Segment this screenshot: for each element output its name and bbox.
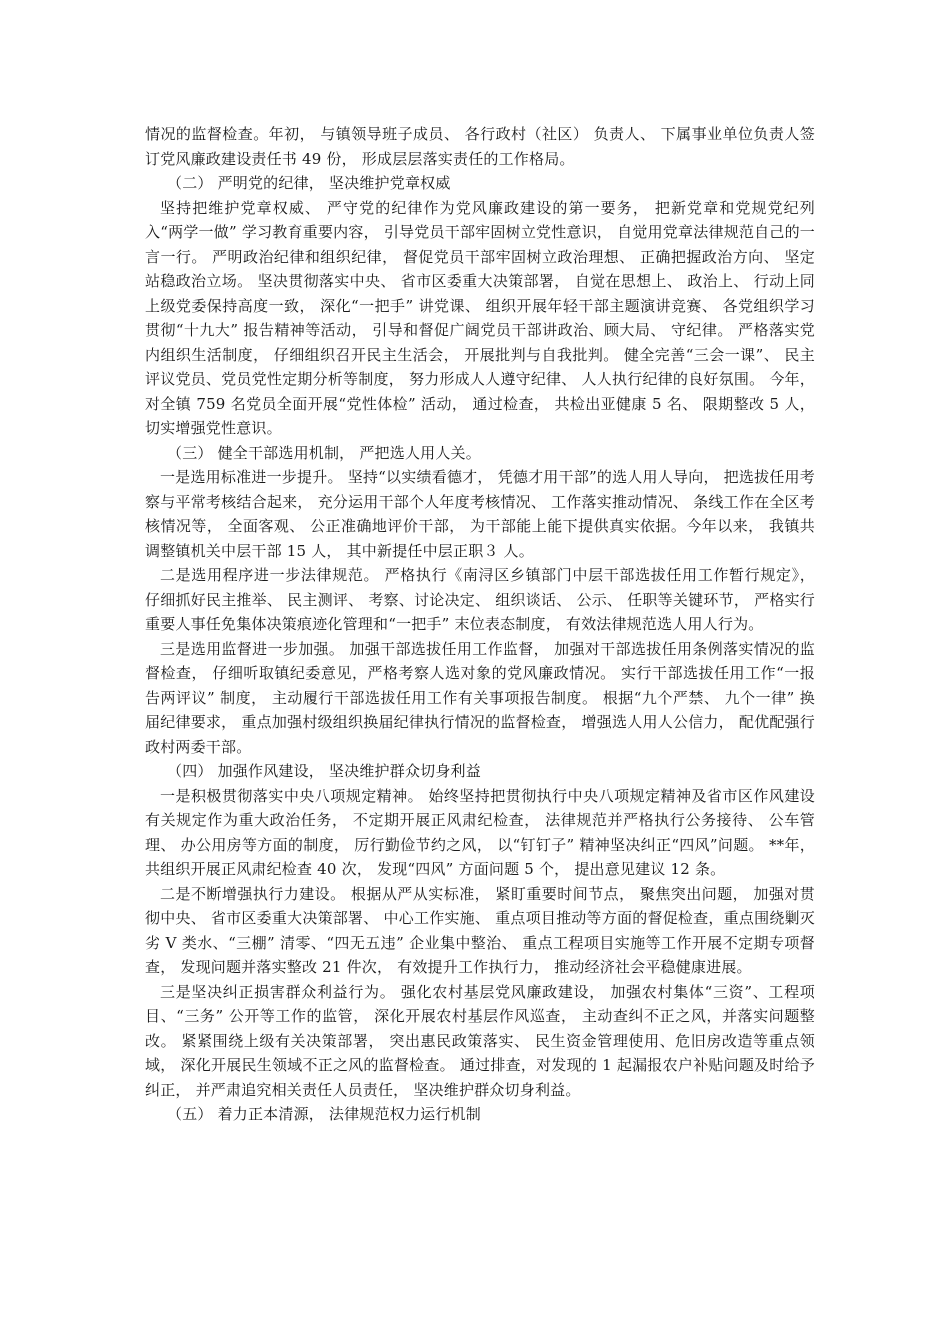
section-heading-4: （四） 加强作风建设， 坚决维护群众切身利益 xyxy=(167,762,481,780)
document-page xyxy=(145,122,815,1127)
section-heading-2: （二） 严明党的纪律， 坚决维护党章权威 xyxy=(167,174,451,192)
paragraph-continued: 情况的监督检查。年初， 与镇领导班子成员、 各行政村（社区） 负责人、 下属事业单位负责人签订党风廉政建设责任书 49 份， 形成层层落实责任的工作格局。 xyxy=(145,125,815,168)
paragraph-selection-supervision: 三是选用监督进一步加强。 加强干部选拔任用工作监督， 加强对干部选拔任用条例落实情况的监督检查， 仔细听取镇纪委意见，严格考察人选对象的党风廉政情况。 实行干部选拔任用工作“一报告两评议” 制度， 主动履行干部选拔任用工作有关事项报告制度。 根据“九个严禁、 九个一律” 换届纪律要求， 重点加强村级组织换届纪律执行情况的监督检查， 增强选人用人公信力， 配优配强行政村两委干部。 xyxy=(145,639,815,756)
paragraph-selection-standard: 一是选用标准进一步提升。 坚持“以实绩看德才， 凭德才用干部”的选人用人导向， 把选拔任用考察与平常考核结合起来， 充分运用干部个人年度考核情况、 工作落实推动情况、 条线工作在全区考核情况等， 全面客观、 公正准确地评价干部， 为干部能上能下提供真实依据。今年以来， 我镇共调整镇机关中层干部 15 人， 其中新提任中层正职３ 人。 xyxy=(145,468,815,560)
paragraph-eight-rules: 一是积极贯彻落实中央八项规定精神。 始终坚持把贯彻执行中央八项规定精神及省市区作风建设有关规定作为重大政治任务， 不定期开展正风肃纪检查， 法律规范并严格执行公务接待、 公车管理、 办公用房等方面的制度， 厉行勤俭节约之风， 以“钉钉子” 精神坚决纠正“四风”问题。 **年， 共组织开展正风肃纪检查 40 次， 发现“四风” 方面问题 5 个， 提出意见建议 12 条。 xyxy=(145,786,815,878)
paragraph-execution: 二是不断增强执行力建设。 根据从严从实标准， 紧盯重要时间节点， 聚焦突出问题， 加强对贯彻中央、 省市区委重大决策部署、 中心工作实施、 重点项目推动等方面的督促检查，重点围绕剿灭劣 V 类水、“三棚” 清零、“四无五违” 企业集中整治、 重点工程项目实施等工作开展不定期专项督查， 发现问题并落实整改 21 件次， 有效提升工作执行力， 推动经济社会平稳健康进展。 xyxy=(145,884,815,976)
section-heading-5: （五） 着力正本清源， 法律规范权力运行机制 xyxy=(167,1105,481,1123)
section-heading-3: （三） 健全干部选用机制， 严把选人用人关。 xyxy=(167,443,481,462)
paragraph-discipline: 坚持把维护党章权威、 严守党的纪律作为党风廉政建设的第一要务， 把新党章和党规党纪列入“两学一做” 学习教育重要内容， 引导党员干部牢固树立党性意识， 自觉用党章法律规范自己的一言一行。 严明政治纪律和组织纪律， 督促党员干部牢固树立政治理想、 正确把握政治方向、 坚定站稳政治立场。 坚决贯彻落实中央、 省市区委重大决策部署， 自觉在思想上、 政治上、 行动上同上级党委保持高度一致， 深化“一把手” 讲党课、 组织开展年轻干部主题演讲竞赛、 各党组织学习贯彻“十九大” 报告精神等活动， 引导和督促广阔党员干部讲政治、顾大局、 守纪律。 严格落实党内组织生活制度， 仔细组织召开民主生活会， 开展批判与自我批判。 健全完善“三会一课”、 民主评议党员、党员党性定期分析等制度， 努力形成人人遵守纪律、 人人执行纪律的良好氛围。 今年， 对全镇 759 名党员全面开展“党性体检” 活动， 通过检查， 共检出亚健康 5 名、 限期整改 5 人， 切实增强党性意识。 xyxy=(145,198,815,437)
paragraph-public-interest: 三是坚决纠正损害群众利益行为。 强化农村基层党风廉政建设， 加强农村集体“三资”、工程项目、“三务” 公开等工作的监管， 深化开展农村基层作风巡查， 主动查纠不正之风，并落实问题整改。 紧紧围绕上级有关决策部署， 突出惠民政策落实、 民生资金管理使用、危旧房改造等重点领域， 深化开展民生领域不正之风的监督检查。 通过排查，对发现的 1 起漏报农户补贴问题及时给予纠正， 并严肃追究相关责任人员责任， 坚决维护群众切身利益。 xyxy=(145,982,815,1099)
paragraph-selection-procedure: 二是选用程序进一步法律规范。 严格执行《南浔区乡镇部门中层干部选拔任用工作暂行规定》， 仔细抓好民主推举、 民主测评、 考察、讨论决定、 组织谈话、 公示、 任职等关键环节， 严格实行重要人事任免集体决策痕迹化管理和“一把手” 末位表态制度， 有效法律规范选人用人行为。 xyxy=(145,566,815,633)
